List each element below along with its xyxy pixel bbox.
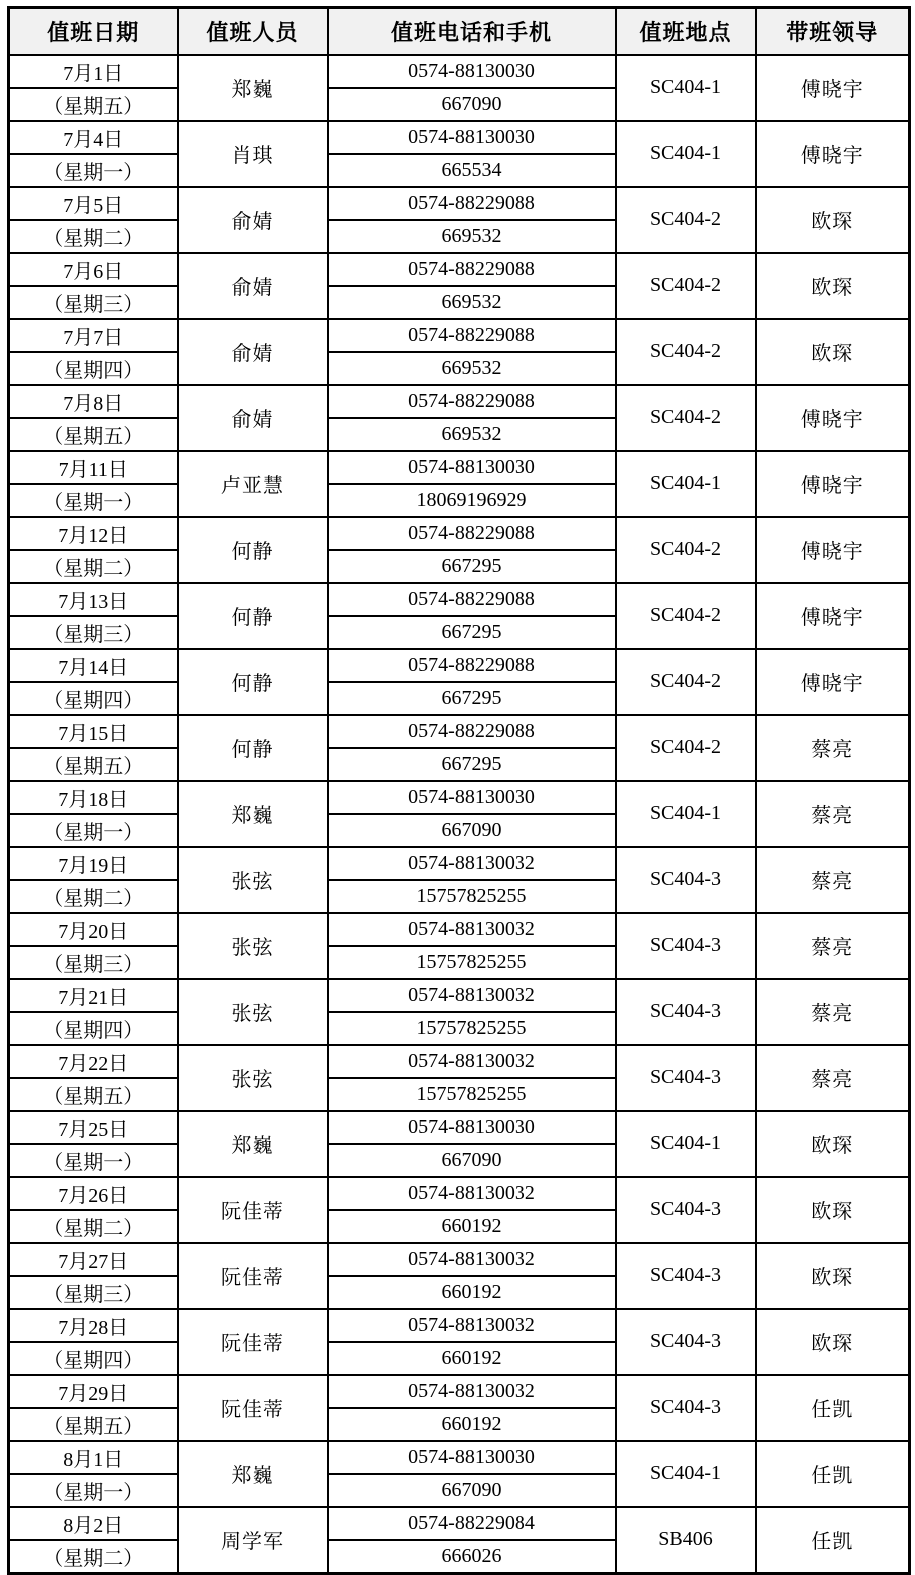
location-cell: SC404-1	[616, 781, 756, 847]
duty-date-cell: 7月4日	[9, 121, 178, 154]
person-cell: 郑巍	[178, 55, 328, 121]
location-cell: SC404-2	[616, 385, 756, 451]
location-cell: SC404-1	[616, 55, 756, 121]
weekday-cell: （星期四）	[9, 352, 178, 385]
phone-cell: 0574-88130030	[328, 55, 616, 88]
person-cell: 何静	[178, 517, 328, 583]
mobile-cell: 667295	[328, 682, 616, 715]
duty-date-cell: 7月14日	[9, 649, 178, 682]
table-row	[9, 253, 910, 286]
duty-date-cell: 7月18日	[9, 781, 178, 814]
mobile-cell: 666026	[328, 1540, 616, 1574]
phone-cell: 0574-88130030	[328, 781, 616, 814]
person-cell: 郑巍	[178, 1111, 328, 1177]
header-row	[9, 8, 910, 55]
person-cell: 俞婧	[178, 319, 328, 385]
duty-date-cell: 7月22日	[9, 1045, 178, 1078]
table-row	[9, 847, 910, 880]
duty-date-cell: 7月1日	[9, 55, 178, 88]
person-cell: 俞婧	[178, 253, 328, 319]
leader-cell: 蔡亮	[756, 979, 910, 1045]
phone-cell: 0574-88229088	[328, 319, 616, 352]
leader-cell: 傅晓宇	[756, 121, 910, 187]
weekday-cell: （星期二）	[9, 220, 178, 253]
phone-cell: 0574-88130032	[328, 979, 616, 1012]
duty-date-cell: 7月13日	[9, 583, 178, 616]
location-cell: SC404-3	[616, 1375, 756, 1441]
weekday-cell: （星期一）	[9, 1144, 178, 1177]
phone-cell: 0574-88130032	[328, 913, 616, 946]
person-cell: 何静	[178, 649, 328, 715]
person-cell: 郑巍	[178, 781, 328, 847]
weekday-cell: （星期五）	[9, 88, 178, 121]
duty-date-cell: 7月8日	[9, 385, 178, 418]
leader-cell: 傅晓宇	[756, 649, 910, 715]
leader-cell: 欧琛	[756, 1243, 910, 1309]
person-cell: 肖琪	[178, 121, 328, 187]
weekday-cell: （星期五）	[9, 1408, 178, 1441]
person-cell: 阮佳蒂	[178, 1375, 328, 1441]
table-row	[9, 1111, 910, 1144]
mobile-cell: 15757825255	[328, 1012, 616, 1045]
table-row	[9, 385, 910, 418]
leader-cell: 蔡亮	[756, 781, 910, 847]
person-cell: 张弦	[178, 1045, 328, 1111]
leader-cell: 蔡亮	[756, 847, 910, 913]
table-row	[9, 1441, 910, 1474]
leader-cell: 任凯	[756, 1441, 910, 1507]
table-row	[9, 187, 910, 220]
table-row	[9, 1177, 910, 1210]
mobile-cell: 660192	[328, 1276, 616, 1309]
table-row	[9, 781, 910, 814]
person-cell: 张弦	[178, 913, 328, 979]
location-cell: SC404-2	[616, 583, 756, 649]
duty-schedule-table	[7, 6, 911, 1575]
table-row	[9, 979, 910, 1012]
weekday-cell: （星期一）	[9, 1474, 178, 1507]
leader-cell: 蔡亮	[756, 1045, 910, 1111]
location-cell: SC404-3	[616, 1243, 756, 1309]
weekday-cell: （星期四）	[9, 682, 178, 715]
leader-cell: 欧琛	[756, 1177, 910, 1243]
location-cell: SC404-1	[616, 451, 756, 517]
mobile-cell: 669532	[328, 286, 616, 319]
person-cell: 周学军	[178, 1507, 328, 1574]
leader-cell: 傅晓宇	[756, 451, 910, 517]
table-row	[9, 1375, 910, 1408]
duty-date-cell: 7月27日	[9, 1243, 178, 1276]
duty-date-cell: 7月11日	[9, 451, 178, 484]
duty-date-cell: 7月7日	[9, 319, 178, 352]
duty-date-cell: 7月5日	[9, 187, 178, 220]
weekday-cell: （星期五）	[9, 418, 178, 451]
duty-date-cell: 8月1日	[9, 1441, 178, 1474]
weekday-cell: （星期三）	[9, 946, 178, 979]
mobile-cell: 660192	[328, 1210, 616, 1243]
mobile-cell: 669532	[328, 352, 616, 385]
weekday-cell: （星期二）	[9, 1210, 178, 1243]
phone-cell: 0574-88130032	[328, 1045, 616, 1078]
table-row	[9, 1309, 910, 1342]
phone-cell: 0574-88229088	[328, 253, 616, 286]
table-row	[9, 319, 910, 352]
mobile-cell: 665534	[328, 154, 616, 187]
table-header	[9, 8, 910, 55]
mobile-cell: 667090	[328, 88, 616, 121]
phone-cell: 0574-88229088	[328, 583, 616, 616]
duty-date-cell: 7月25日	[9, 1111, 178, 1144]
phone-cell: 0574-88130030	[328, 121, 616, 154]
leader-cell: 欧琛	[756, 187, 910, 253]
table-row	[9, 121, 910, 154]
phone-cell: 0574-88130032	[328, 847, 616, 880]
mobile-cell: 669532	[328, 220, 616, 253]
table-body	[9, 55, 910, 1574]
location-cell: SC404-1	[616, 1111, 756, 1177]
phone-cell: 0574-88229088	[328, 385, 616, 418]
duty-date-cell: 7月28日	[9, 1309, 178, 1342]
person-cell: 阮佳蒂	[178, 1309, 328, 1375]
phone-cell: 0574-88130032	[328, 1243, 616, 1276]
weekday-cell: （星期一）	[9, 484, 178, 517]
person-cell: 阮佳蒂	[178, 1177, 328, 1243]
person-cell: 何静	[178, 583, 328, 649]
location-cell: SC404-3	[616, 1177, 756, 1243]
mobile-cell: 667295	[328, 748, 616, 781]
table-row	[9, 451, 910, 484]
leader-cell: 任凯	[756, 1375, 910, 1441]
weekday-cell: （星期五）	[9, 748, 178, 781]
table-row	[9, 1243, 910, 1276]
table-row	[9, 913, 910, 946]
weekday-cell: （星期四）	[9, 1012, 178, 1045]
mobile-cell: 669532	[328, 418, 616, 451]
leader-cell: 傅晓宇	[756, 55, 910, 121]
phone-cell: 0574-88229084	[328, 1507, 616, 1540]
table-row	[9, 55, 910, 88]
phone-cell: 0574-88229088	[328, 715, 616, 748]
table-row	[9, 649, 910, 682]
table-row	[9, 715, 910, 748]
leader-cell: 欧琛	[756, 319, 910, 385]
weekday-cell: （星期五）	[9, 1078, 178, 1111]
location-cell: SC404-3	[616, 913, 756, 979]
location-cell: SC404-3	[616, 1309, 756, 1375]
mobile-cell: 667295	[328, 550, 616, 583]
person-cell: 张弦	[178, 979, 328, 1045]
weekday-cell: （星期一）	[9, 814, 178, 847]
location-cell: SC404-2	[616, 319, 756, 385]
location-cell: SC404-2	[616, 715, 756, 781]
mobile-cell: 15757825255	[328, 946, 616, 979]
person-cell: 俞婧	[178, 385, 328, 451]
leader-cell: 欧琛	[756, 1309, 910, 1375]
leader-cell: 蔡亮	[756, 913, 910, 979]
duty-date-cell: 7月6日	[9, 253, 178, 286]
column-header-leader: 带班领导	[756, 8, 910, 55]
leader-cell: 欧琛	[756, 253, 910, 319]
mobile-cell: 15757825255	[328, 880, 616, 913]
weekday-cell: （星期二）	[9, 550, 178, 583]
duty-date-cell: 7月19日	[9, 847, 178, 880]
weekday-cell: （星期三）	[9, 1276, 178, 1309]
duty-date-cell: 8月2日	[9, 1507, 178, 1540]
weekday-cell: （星期四）	[9, 1342, 178, 1375]
weekday-cell: （星期三）	[9, 616, 178, 649]
person-cell: 俞婧	[178, 187, 328, 253]
location-cell: SC404-3	[616, 1045, 756, 1111]
leader-cell: 任凯	[756, 1507, 910, 1574]
phone-cell: 0574-88130032	[328, 1375, 616, 1408]
location-cell: SC404-1	[616, 1441, 756, 1507]
mobile-cell: 15757825255	[328, 1078, 616, 1111]
duty-date-cell: 7月26日	[9, 1177, 178, 1210]
phone-cell: 0574-88130032	[328, 1177, 616, 1210]
phone-cell: 0574-88229088	[328, 649, 616, 682]
mobile-cell: 667090	[328, 1474, 616, 1507]
table-row	[9, 1507, 910, 1540]
phone-cell: 0574-88130032	[328, 1309, 616, 1342]
phone-cell: 0574-88130030	[328, 451, 616, 484]
mobile-cell: 667295	[328, 616, 616, 649]
location-cell: SC404-1	[616, 121, 756, 187]
table-row	[9, 583, 910, 616]
location-cell: SC404-2	[616, 649, 756, 715]
weekday-cell: （星期三）	[9, 286, 178, 319]
weekday-cell: （星期一）	[9, 154, 178, 187]
mobile-cell: 667090	[328, 1144, 616, 1177]
person-cell: 卢亚慧	[178, 451, 328, 517]
leader-cell: 傅晓宇	[756, 385, 910, 451]
column-header-phone: 值班电话和手机	[328, 8, 616, 55]
location-cell: SC404-2	[616, 517, 756, 583]
leader-cell: 蔡亮	[756, 715, 910, 781]
location-cell: SC404-2	[616, 187, 756, 253]
column-header-location: 值班地点	[616, 8, 756, 55]
location-cell: SC404-3	[616, 979, 756, 1045]
column-header-date: 值班日期	[9, 8, 178, 55]
mobile-cell: 18069196929	[328, 484, 616, 517]
mobile-cell: 667090	[328, 814, 616, 847]
duty-date-cell: 7月20日	[9, 913, 178, 946]
duty-date-cell: 7月29日	[9, 1375, 178, 1408]
weekday-cell: （星期二）	[9, 880, 178, 913]
phone-cell: 0574-88130030	[328, 1111, 616, 1144]
phone-cell: 0574-88229088	[328, 187, 616, 220]
person-cell: 何静	[178, 715, 328, 781]
person-cell: 郑巍	[178, 1441, 328, 1507]
mobile-cell: 660192	[328, 1408, 616, 1441]
phone-cell: 0574-88229088	[328, 517, 616, 550]
duty-date-cell: 7月21日	[9, 979, 178, 1012]
person-cell: 阮佳蒂	[178, 1243, 328, 1309]
mobile-cell: 660192	[328, 1342, 616, 1375]
weekday-cell: （星期二）	[9, 1540, 178, 1574]
table-row	[9, 1045, 910, 1078]
location-cell: SB406	[616, 1507, 756, 1574]
phone-cell: 0574-88130030	[328, 1441, 616, 1474]
column-header-person: 值班人员	[178, 8, 328, 55]
leader-cell: 欧琛	[756, 1111, 910, 1177]
duty-date-cell: 7月12日	[9, 517, 178, 550]
person-cell: 张弦	[178, 847, 328, 913]
leader-cell: 傅晓宇	[756, 583, 910, 649]
leader-cell: 傅晓宇	[756, 517, 910, 583]
location-cell: SC404-3	[616, 847, 756, 913]
duty-date-cell: 7月15日	[9, 715, 178, 748]
location-cell: SC404-2	[616, 253, 756, 319]
table-row	[9, 517, 910, 550]
